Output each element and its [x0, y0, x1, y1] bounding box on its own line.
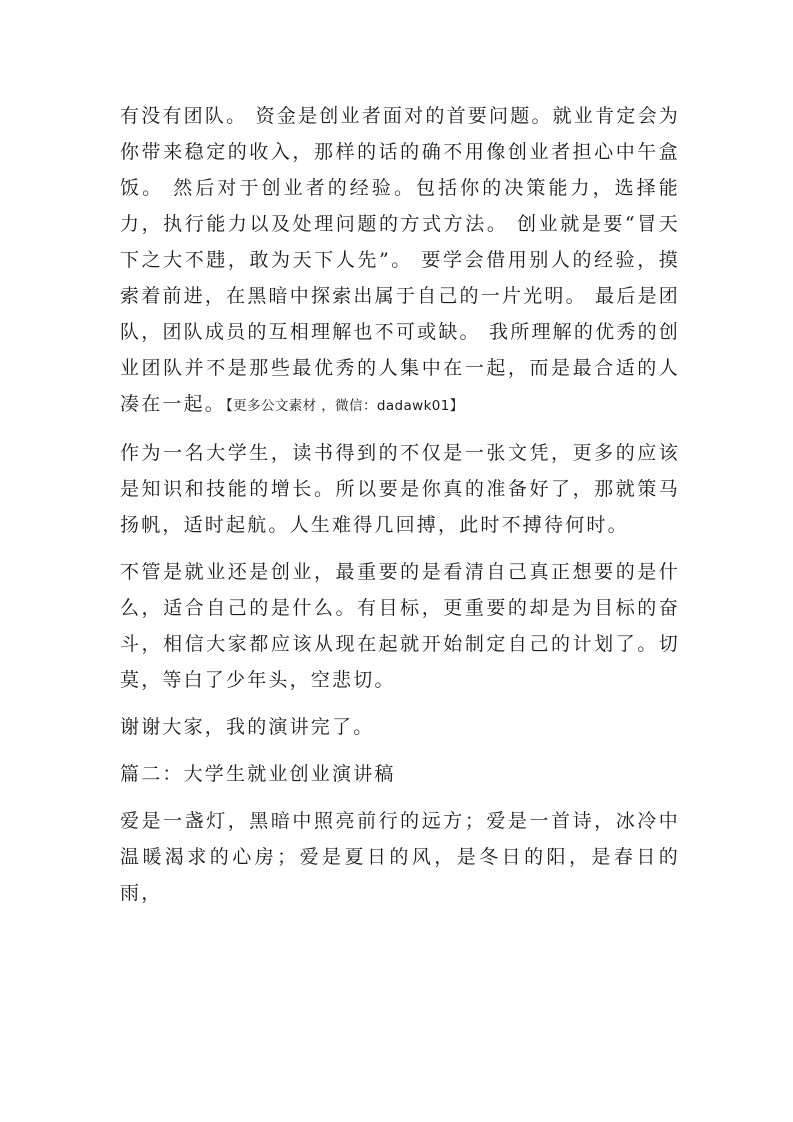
paragraph-text: 有没有团队。 资金是创业者面对的首要问题。就业肯定会为你带来稳定的收入，那样的话的确不用像创业者担心中午盒饭。 然后对于创业者的经验。包括你的决策能力，选择能力，执行能力以及处理问题的方式方法。 创业就是要“冒天下之大不韪，敢为天下人先”。 要学会借用别人的经验，摸索着前进，在黑暗中探索出属于自己的一片光明。 最后是团队，团队成员的互相理解也不可或缺。 我所理解的优秀的创业团队并不是那些最优秀的人集中在一起，而是最合适的人凑在一起。	[120, 105, 680, 415]
paragraph-student: 作为一名大学生，读书得到的不仅是一张文凭，更多的应该是知识和技能的增长。所以要是你真的准备好了，那就策马扬帆，适时起航。人生难得几回搏，此时不搏待何时。	[120, 442, 680, 536]
document-body	[120, 98, 680, 922]
section-heading: 篇二：大学生就业创业演讲稿	[120, 763, 396, 785]
paragraph-goals: 不管是就业还是创业，最重要的是看清自己真正想要的是什么，适合自己的是什么。有目标，更重要的却是为目标的奋斗，相信大家都应该从现在起就开始制定自己的计划了。切莫，等白了少年头，空悲切。	[120, 561, 680, 691]
paragraph-thanks: 谢谢大家，我的演讲完了。	[120, 716, 375, 738]
paragraph-startup-factors	[120, 98, 680, 424]
promo-tag: 【更多公文素材 ，微信：dadawk01】	[226, 398, 464, 414]
paragraph-love: 爱是一盏灯，黑暗中照亮前行的远方；爱是一首诗，冰冷中温暖渴求的心房；爱是夏日的风，是冬日的阳，是春日的雨，	[120, 810, 680, 904]
